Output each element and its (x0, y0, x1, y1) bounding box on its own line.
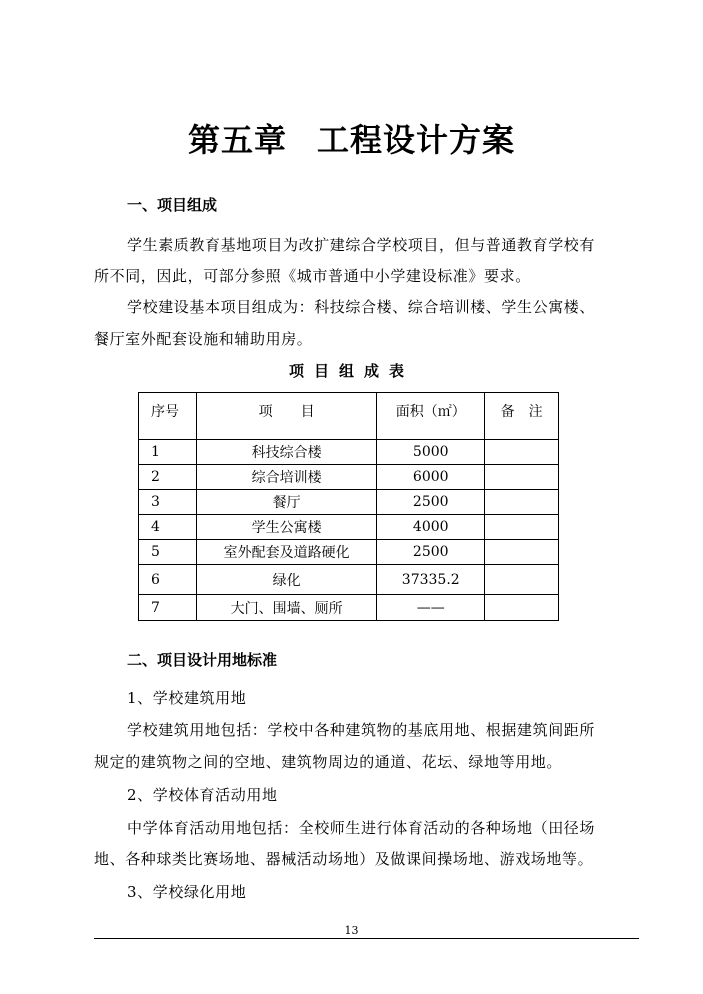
table-row (139, 595, 559, 621)
table-caption: 项目组成表 (288, 362, 414, 380)
cell-remark (485, 515, 559, 540)
section2-heading: 二、项目设计用地标准 (127, 651, 278, 669)
cell-item: 绿化 (196, 565, 376, 595)
footer-divider (94, 938, 639, 939)
cell-seq: 5 (139, 540, 197, 565)
table-row (139, 490, 559, 515)
cell-item: 室外配套及道路硬化 (196, 540, 376, 565)
section2-sub2-line2: 地、各种球类比赛场地、器械活动场地）及做课间操场地、游戏场地等。 (94, 850, 594, 868)
cell-area: 4000 (377, 515, 485, 540)
section2-sub2-title: 2、学校体育活动用地 (127, 786, 278, 804)
cell-seq: 3 (139, 490, 197, 515)
cell-item: 大门、围墙、厕所 (196, 595, 376, 621)
cell-item: 综合培训楼 (196, 465, 376, 490)
project-composition-table (138, 392, 559, 621)
cell-area: 2500 (377, 490, 485, 515)
cell-area: —— (377, 595, 485, 621)
section2-sub1-line2: 规定的建筑物之间的空地、建筑物周边的通道、花坛、绿地等用地。 (94, 753, 563, 771)
header-seq: 序号 (139, 393, 197, 440)
cell-remark (485, 540, 559, 565)
section2-sub2-line1: 中学体育活动用地包括：全校师生进行体育活动的各种场地（田径场 (127, 819, 596, 837)
table-row (139, 440, 559, 465)
section2-sub1-title: 1、学校建筑用地 (127, 689, 247, 707)
header-area: 面积（㎡） (377, 393, 485, 440)
header-remark: 备 注 (485, 393, 559, 440)
cell-item: 科技综合楼 (196, 440, 376, 465)
cell-remark (485, 465, 559, 490)
cell-area: 2500 (377, 540, 485, 565)
table-row (139, 515, 559, 540)
table-row (139, 465, 559, 490)
cell-seq: 1 (139, 440, 197, 465)
cell-area: 37335.2 (377, 565, 485, 595)
cell-area: 6000 (377, 465, 485, 490)
cell-item: 学生公寓楼 (196, 515, 376, 540)
cell-seq: 6 (139, 565, 197, 595)
cell-remark (485, 565, 559, 595)
section1-para1-line1: 学生素质教育基地项目为改扩建综合学校项目，但与普通教育学校有 (127, 236, 596, 254)
cell-seq: 7 (139, 595, 197, 621)
cell-remark (485, 595, 559, 621)
cell-seq: 4 (139, 515, 197, 540)
header-item: 项 目 (196, 393, 376, 440)
section1-heading: 一、项目组成 (127, 196, 218, 214)
chapter-subtitle: 工程设计方案 (317, 121, 516, 159)
cell-remark (485, 490, 559, 515)
chapter-number: 第五章 (187, 121, 287, 159)
section1-para2-line2: 餐厅室外配套设施和辅助用房。 (94, 330, 313, 348)
section2-sub1-line1: 学校建筑用地包括：学校中各种建筑物的基底用地、根据建筑间距所 (127, 721, 596, 739)
cell-seq: 2 (139, 465, 197, 490)
cell-item: 餐厅 (196, 490, 376, 515)
cell-area: 5000 (377, 440, 485, 465)
cell-remark (485, 440, 559, 465)
section1-para2-line1: 学校建设基本项目组成为：科技综合楼、综合培训楼、学生公寓楼、 (127, 298, 596, 316)
chapter-title (0, 115, 703, 161)
section1-para1-line2: 所不同，因此，可部分参照《城市普通中小学建设标准》要求。 (94, 267, 531, 285)
table-header-row (139, 393, 559, 440)
section2-sub3-title: 3、学校绿化用地 (127, 883, 247, 901)
table-row (139, 540, 559, 565)
page-number: 13 (344, 924, 359, 937)
table-row (139, 565, 559, 595)
